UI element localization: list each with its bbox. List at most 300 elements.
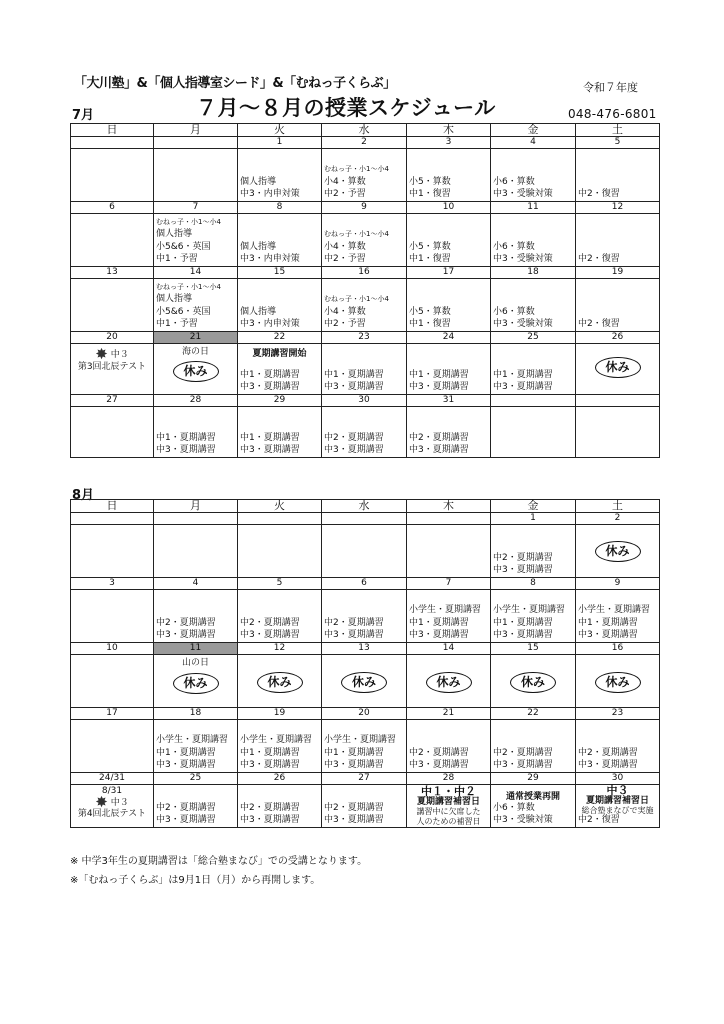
date-cell: [71, 513, 154, 525]
schedule-line: 中2・復習: [578, 188, 620, 199]
schedule-cell: [238, 720, 322, 773]
schedule-line: 中2・夏期講習: [324, 432, 384, 443]
schedule-line: 中1・予習: [156, 318, 198, 329]
schedule-cell: [491, 279, 576, 332]
weekday-header: 日: [71, 500, 154, 513]
schedule-cell: [576, 720, 660, 773]
schedule-cell: [407, 214, 491, 267]
date-cell: 4: [154, 578, 238, 590]
test-name: 第3回北辰テスト: [77, 362, 147, 372]
schedule-cell: [491, 655, 576, 708]
date-cell: 20: [322, 708, 407, 720]
footnote-1: ※ 中学3年生の夏期講習は「総合塾まなび」での受講となります。: [70, 856, 368, 867]
schedule-cell: [71, 279, 154, 332]
rest-badge: 休み: [595, 672, 641, 693]
schedule-cell: [407, 149, 491, 202]
schedule-line: 中2・夏期講習: [409, 747, 469, 758]
date-cell: 30: [322, 395, 407, 407]
schedule-line: 個人指導: [156, 294, 193, 305]
date-cell: 22: [491, 708, 576, 720]
date-cell: 1: [491, 513, 576, 525]
schedule-lines: [240, 306, 320, 330]
schedule-cell: [322, 407, 407, 458]
schedule-lines: [493, 306, 574, 330]
schedule-lines: [324, 617, 405, 641]
holiday-label: 山の日: [181, 658, 209, 668]
schedule-cell: [71, 720, 154, 773]
schedule-lines: [240, 241, 320, 265]
schedule-lines: [409, 241, 489, 265]
schedule-line: 中2・夏期講習: [324, 617, 384, 628]
date-cell: 11: [154, 643, 238, 655]
schedule-cell: [576, 407, 660, 458]
schedule-line: 小学生・夏期講習: [324, 735, 397, 746]
schedule-line: 中1・復習: [409, 318, 451, 329]
schedule-cell: [238, 214, 322, 267]
schedule-line: 中1・夏期講習: [578, 617, 638, 628]
weekday-header: 月: [154, 500, 238, 513]
schedule-lines: [240, 176, 320, 200]
schedule-cell: [322, 590, 407, 643]
schedule-cell: [154, 214, 238, 267]
schedule-lines: [493, 369, 574, 393]
schedule-cell: [154, 655, 238, 708]
schedule-cell: [407, 785, 491, 828]
schedule-line: 小5&6・英国: [156, 306, 211, 317]
date-cell: 9: [322, 202, 407, 214]
rest-badge: 休み: [510, 672, 556, 693]
schedule-line: 中3・夏期講習: [409, 629, 469, 640]
schedule-line: 中2・夏期講習: [324, 802, 384, 813]
schedule-line: 小5&6・英国: [156, 241, 211, 252]
date-cell: 25: [491, 332, 576, 344]
test-event-grade: [73, 793, 151, 811]
schedule-line: 中3・夏期講習: [324, 814, 384, 825]
test-event: [73, 786, 151, 820]
schedule-cell: [238, 590, 322, 643]
schedule-line: 中3・夏期講習: [156, 629, 216, 640]
date-cell: [322, 513, 407, 525]
schedule-cell: [576, 214, 660, 267]
date-cell: 16: [322, 267, 407, 279]
schedule-line: 中1・夏期講習: [324, 747, 384, 758]
schedule-line: むねっ子・小1～小4: [324, 230, 389, 239]
date-cell: [154, 137, 238, 149]
schedule-lines: [493, 802, 574, 826]
schedule-cell: [154, 785, 238, 828]
schedule-cell: [322, 344, 407, 395]
date-cell: 3: [71, 578, 154, 590]
schedule-line: 中3・夏期講習: [240, 381, 300, 392]
weekday-header: 日: [71, 124, 154, 137]
july-label: 7月: [72, 108, 95, 123]
rest-badge: 休み: [595, 357, 641, 378]
schedule-line: 中1・夏期講習: [240, 747, 300, 758]
schedule-lines: [156, 734, 236, 771]
schedule-line: 小学生・夏期講習: [578, 605, 651, 616]
date-cell: 26: [238, 773, 322, 785]
date-cell: 8: [491, 578, 576, 590]
date-cell: 18: [491, 267, 576, 279]
schedule-cell: [322, 525, 407, 578]
date-cell: 24: [407, 332, 491, 344]
weekday-header: 水: [322, 124, 407, 137]
test-grade: 中３: [110, 350, 129, 360]
schedule-lines: [578, 604, 658, 641]
phone-number: 048-476-6801: [568, 107, 657, 121]
date-cell: 20: [71, 332, 154, 344]
schedule-cell: [238, 407, 322, 458]
date-cell: 19: [238, 708, 322, 720]
schedule-cell: [71, 407, 154, 458]
schedule-line: 小5・算数: [409, 241, 451, 252]
rest-badge: 休み: [426, 672, 472, 693]
schedule-line: 個人指導: [156, 229, 193, 240]
schedule-line: 個人指導: [240, 241, 277, 252]
date-cell: 8: [238, 202, 322, 214]
schedule-line: 中3・夏期講習: [409, 381, 469, 392]
schedule-cell: [154, 525, 238, 578]
weekday-header: 土: [576, 500, 660, 513]
august-label: 8月: [72, 488, 95, 503]
date-cell: 28: [407, 773, 491, 785]
schedule-line: 小4・算数: [324, 306, 366, 317]
schedule-line: 個人指導: [240, 306, 277, 317]
schedule-line: 中1・予習: [156, 253, 198, 264]
schedule-cell: [71, 214, 154, 267]
date-cell: 21: [407, 708, 491, 720]
date-cell: 1: [238, 137, 322, 149]
weekday-header: 火: [238, 500, 322, 513]
date-cell: 14: [407, 643, 491, 655]
schedule-line: 中1・復習: [409, 253, 451, 264]
date-cell: [71, 137, 154, 149]
schedule-line: 中2・夏期講習: [240, 617, 300, 628]
date-cell: 6: [322, 578, 407, 590]
makeup-sub: 夏期講習補習日: [416, 797, 480, 807]
date-cell: 10: [71, 643, 154, 655]
schedule-line: 中1・夏期講習: [156, 432, 216, 443]
schedule-line: 中3・夏期講習: [493, 629, 553, 640]
date-cell: [491, 395, 576, 407]
schedule-cell: [154, 720, 238, 773]
date-cell: 5: [576, 137, 660, 149]
schedule-line: 中3・受験対策: [493, 814, 553, 825]
schedule-line: むねっ子・小1～小4: [156, 283, 221, 292]
schedule-line: 中1・夏期講習: [240, 369, 300, 380]
schedule-cell: [491, 720, 576, 773]
date-cell: 17: [407, 267, 491, 279]
schedule-cell: [154, 407, 238, 458]
test-event-grade: [73, 345, 151, 363]
date-cell: 7: [154, 202, 238, 214]
schedule-cell: [407, 407, 491, 458]
schedule-lines: [324, 734, 405, 771]
schedule-cell: [407, 590, 491, 643]
schedule-cell: [491, 590, 576, 643]
schedule-lines: [409, 176, 489, 200]
schedule-cell: [576, 344, 660, 395]
makeup-note: 総合塾まなびで実施: [581, 806, 654, 815]
schedule-line: むねっ子・小1～小4: [324, 165, 389, 174]
schedule-cell: [576, 149, 660, 202]
schedule-cell: [71, 590, 154, 643]
schedule-cell: [491, 407, 576, 458]
schedule-line: 小学生・夏期講習: [240, 735, 313, 746]
schedule-line: 中3・内申対策: [240, 188, 300, 199]
page-title: ７月～８月の授業スケジュール: [196, 96, 496, 120]
schedule-lines: [578, 253, 658, 265]
schedule-cell: [491, 149, 576, 202]
schedule-line: 中1・夏期講習: [156, 747, 216, 758]
schedule-lines: [578, 188, 658, 200]
weekday-header: 木: [407, 500, 491, 513]
schedule-lines: [240, 617, 320, 641]
schedule-lines: [324, 432, 405, 456]
makeup-thursday: [407, 787, 490, 827]
date-cell: 23: [322, 332, 407, 344]
test-date: 8/31: [101, 786, 123, 796]
resume-label: 通常授業再開: [505, 792, 560, 802]
schedule-cell: [238, 149, 322, 202]
schedule-line: 中3・夏期講習: [324, 381, 384, 392]
date-cell: 18: [154, 708, 238, 720]
date-cell: 5: [238, 578, 322, 590]
date-cell: 13: [71, 267, 154, 279]
test-grade: 中３: [110, 798, 129, 808]
schedule-line: 中1・復習: [409, 188, 451, 199]
schedule-line: 中1・夏期講習: [409, 369, 469, 380]
date-cell: 6: [71, 202, 154, 214]
schedule-lines: [493, 552, 574, 576]
schedule-cell: [238, 279, 322, 332]
date-cell: 7: [407, 578, 491, 590]
schedule-line: 中1・夏期講習: [493, 617, 553, 628]
test-event: [73, 345, 151, 373]
schedule-cell: [71, 525, 154, 578]
schedule-cell: [322, 279, 407, 332]
schedule-line: 中2・夏期講習: [493, 552, 553, 563]
schedule-line: 小学生・夏期講習: [409, 605, 482, 616]
schedule-lines: [324, 369, 405, 393]
schedule-lines: [493, 241, 574, 265]
schedule-cell: [407, 279, 491, 332]
date-cell: 27: [322, 773, 407, 785]
schedule-line: 中3・夏期講習: [493, 564, 553, 575]
date-cell: 3: [407, 137, 491, 149]
schedule-lines: [409, 306, 489, 330]
schedule-lines: [324, 163, 405, 200]
schedule-cell: [154, 590, 238, 643]
schedule-lines: [240, 432, 320, 456]
schedule-lines: [578, 318, 658, 330]
schedule-lines: [578, 747, 658, 771]
schedule-line: 中1・夏期講習: [324, 369, 384, 380]
schedule-line: 中3・夏期講習: [240, 629, 300, 640]
schedule-line: 中3・夏期講習: [324, 759, 384, 770]
schedule-cell: [322, 720, 407, 773]
rest-badge: 休み: [257, 672, 303, 693]
schedule-cell: [154, 279, 238, 332]
date-cell: 2: [322, 137, 407, 149]
schedule-cell: [576, 655, 660, 708]
schedule-line: 中3・夏期講習: [156, 444, 216, 455]
date-cell: [576, 395, 660, 407]
schedule-line: 中3・夏期講習: [240, 444, 300, 455]
schedule-line: むねっ子・小1～小4: [324, 295, 389, 304]
schedule-line: 中3・夏期講習: [240, 814, 300, 825]
schedule-line: 小学生・夏期講習: [493, 605, 566, 616]
date-cell: [154, 513, 238, 525]
date-cell: [238, 513, 322, 525]
schedule-line: 小学生・夏期講習: [156, 735, 229, 746]
summer-start-label: 夏期講習開始: [252, 349, 307, 359]
date-cell: 22: [238, 332, 322, 344]
date-cell: 23: [576, 708, 660, 720]
date-cell: 27: [71, 395, 154, 407]
schedule-line: 中2・夏期講習: [240, 802, 300, 813]
holiday-label: 海の日: [181, 347, 209, 357]
date-cell: [407, 513, 491, 525]
schedule-cell: [71, 149, 154, 202]
schedule-lines: [240, 369, 320, 393]
schedule-line: 小4・算数: [324, 176, 366, 187]
date-cell: 12: [576, 202, 660, 214]
schedule-cell: [322, 214, 407, 267]
schedule-line: 中2・予習: [324, 253, 366, 264]
schedule-line: 中1・夏期講習: [493, 369, 553, 380]
schedule-lines: [156, 281, 236, 330]
date-cell: 28: [154, 395, 238, 407]
schedule-line: 中3・夏期講習: [578, 759, 638, 770]
schedule-line: 中3・夏期講習: [578, 629, 638, 640]
era-year: 令和７年度: [583, 81, 638, 94]
schedule-line: 中2・夏期講習: [156, 617, 216, 628]
schedule-cell: [238, 525, 322, 578]
date-cell: 29: [238, 395, 322, 407]
star-icon: ✸: [95, 793, 108, 811]
date-cell: 25: [154, 773, 238, 785]
makeup-saturday: [576, 786, 659, 816]
date-cell: 19: [576, 267, 660, 279]
schedule-cell: [407, 720, 491, 773]
schedule-cell: [491, 785, 576, 828]
schedule-line: 中2・予習: [324, 318, 366, 329]
schedule-cell: [576, 785, 660, 828]
schedule-cell: [407, 655, 491, 708]
schedule-line: 中2・復習: [578, 814, 620, 825]
schedule-line: 小6・算数: [493, 176, 535, 187]
weekday-header: 火: [238, 124, 322, 137]
school-names: 「大川塾」&「個人指導室シード」&「むねっ子くらぶ」: [74, 76, 396, 91]
test-name: 第4回北辰テスト: [77, 809, 147, 819]
schedule-lines: [240, 734, 320, 771]
schedule-lines: [493, 176, 574, 200]
makeup-note: 人のための補習日: [416, 817, 481, 826]
schedule-line: 中3・夏期講習: [156, 814, 216, 825]
schedule-line: 中3・受験対策: [493, 253, 553, 264]
schedule-lines: [409, 432, 489, 456]
date-cell: 17: [71, 708, 154, 720]
schedule-line: 中3・夏期講習: [409, 759, 469, 770]
date-cell: 29: [491, 773, 576, 785]
schedule-lines: [240, 802, 320, 826]
rest-badge: 休み: [595, 541, 641, 562]
schedule-cell: [491, 344, 576, 395]
rest-badge: 休み: [173, 673, 219, 694]
date-cell: 15: [491, 643, 576, 655]
date-cell: 14: [154, 267, 238, 279]
schedule-line: 中3・夏期講習: [493, 381, 553, 392]
schedule-lines: [324, 293, 405, 330]
schedule-line: 中2・予習: [324, 188, 366, 199]
weekday-header: 水: [322, 500, 407, 513]
schedule-line: 小5・算数: [409, 306, 451, 317]
schedule-line: 中3・夏期講習: [324, 444, 384, 455]
schedule-cell: [322, 785, 407, 828]
rest-badge: 休み: [173, 361, 219, 382]
makeup-note: 講習中に欠席した: [416, 807, 481, 816]
schedule-lines: [156, 432, 236, 456]
date-cell: 10: [407, 202, 491, 214]
schedule-line: 小4・算数: [324, 241, 366, 252]
schedule-line: 小6・算数: [493, 241, 535, 252]
schedule-lines: [493, 604, 574, 641]
schedule-cell: [407, 525, 491, 578]
schedule-cell: [154, 149, 238, 202]
schedule-line: 中1・夏期講習: [409, 617, 469, 628]
schedule-line: 中3・受験対策: [493, 318, 553, 329]
date-cell: 13: [322, 643, 407, 655]
schedule-cell: [322, 655, 407, 708]
schedule-cell: [71, 785, 154, 828]
schedule-cell: [238, 655, 322, 708]
weekday-header: 土: [576, 124, 660, 137]
july-calendar: [70, 123, 660, 458]
rest-badge: 休み: [341, 672, 387, 693]
date-cell: 12: [238, 643, 322, 655]
schedule-line: 個人指導: [240, 176, 277, 187]
schedule-line: 中3・夏期講習: [493, 759, 553, 770]
date-cell: 4: [491, 137, 576, 149]
schedule-line: 小6・算数: [493, 306, 535, 317]
schedule-cell: [576, 279, 660, 332]
schedule-cell: [71, 344, 154, 395]
schedule-line: 中2・夏期講習: [578, 747, 638, 758]
date-cell: 21: [154, 332, 238, 344]
schedule-lines: [409, 369, 489, 393]
schedule-lines: [156, 216, 236, 265]
date-cell: 15: [238, 267, 322, 279]
schedule-line: 中2・復習: [578, 253, 620, 264]
schedule-lines: [324, 802, 405, 826]
date-cell: 2: [576, 513, 660, 525]
weekday-header: 金: [491, 500, 576, 513]
schedule-cell: [576, 590, 660, 643]
schedule-line: 中2・夏期講習: [409, 432, 469, 443]
schedule-lines: [409, 747, 489, 771]
schedule-line: 中2・夏期講習: [156, 802, 216, 813]
schedule-cell: [407, 344, 491, 395]
schedule-line: 中2・夏期講習: [493, 747, 553, 758]
schedule-cell: [576, 525, 660, 578]
schedule-line: 中3・夏期講習: [240, 759, 300, 770]
schedule-line: 小6・算数: [493, 802, 535, 813]
schedule-cell: [491, 525, 576, 578]
date-cell: 11: [491, 202, 576, 214]
weekday-header: 金: [491, 124, 576, 137]
schedule-line: 中2・復習: [578, 318, 620, 329]
